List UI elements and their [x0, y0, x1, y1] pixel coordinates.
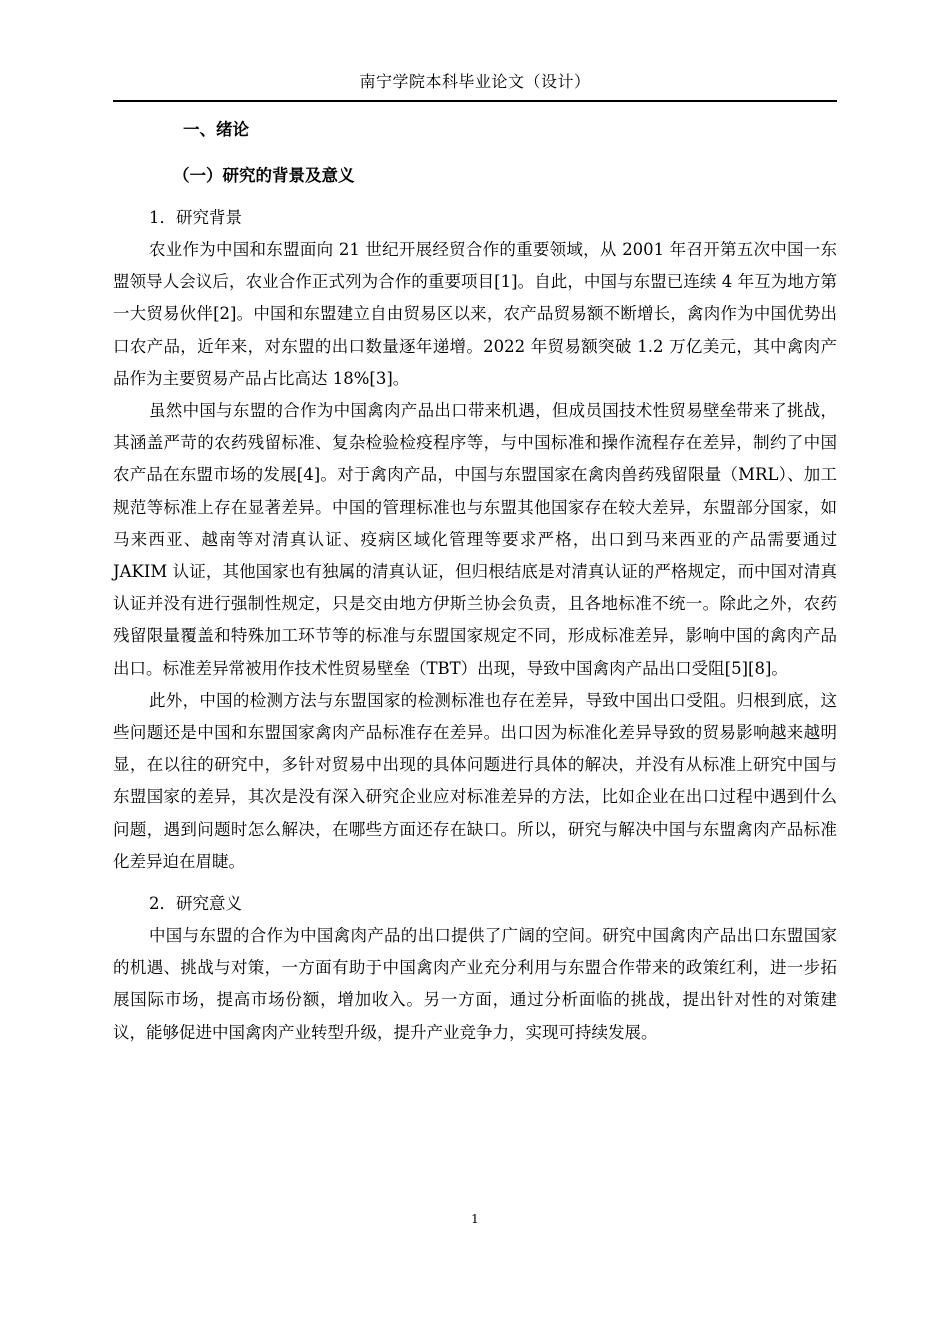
body-paragraph: 中国与东盟的合作为中国禽肉产品的出口提供了广阔的空间。研究中国禽肉产品出口东盟国家的机遇、挑战与对策，一方面有助于中国禽肉产业充分利用与东盟合作带来的政策红利，进一步拓展国际市场，提高市场份额，增加收入。另一方面，通过分析面临的挑战，提出针对性的对策建议，能够促进中国禽肉产业转型升级，提升产业竞争力，实现可持续发展。 — [113, 926, 837, 1042]
document-body — [113, 114, 837, 1049]
page-header: 南宁学院本科毕业论文（设计） — [359, 72, 591, 91]
background-heading: 1．研究背景 — [149, 208, 242, 227]
section-title: 一、绪论 — [183, 120, 249, 139]
subsection-title: （一）研究的背景及意义 — [173, 166, 355, 185]
body-paragraph: 农业作为中国和东盟面向 21 世纪开展经贸合作的重要领域，从 2001 年召开第五次中国一东盟领导人会议后，农业合作正式列为合作的重要项目[1]。自此，中国与东盟已连续 4 年互为地方第一大贸易伙伴[2]。中国和东盟建立自由贸易区以来，农产品贸易额不断增长，禽肉作为中国优势出口农产品，近年来，对东盟的出口数量逐年递增。2022 年贸易额突破 1.2 万亿美元，其中禽肉产品作为主要贸易产品占比高达 18%[3]。 — [113, 240, 837, 388]
page-number: 1 — [471, 1212, 479, 1226]
body-paragraph: 虽然中国与东盟的合作为中国禽肉产品出口带来机遇，但成员国技术性贸易壁垒带来了挑战，其涵盖严苛的农药残留标准、复杂检验检疫程序等，与中国标准和操作流程存在差异，制约了中国农产品在东盟市场的发展[4]。对于禽肉产品，中国与东盟国家在禽肉兽药残留限量（MRL）、加工规范等标准上存在显著差异。中国的管理标准也与东盟其他国家存在较大差异，东盟部分国家，如马来西亚、越南等对清真认证、疫病区域化管理等要求严格，出口到马来西亚的产品需要通过 JAKIM 认证，其他国家也有独属的清真认证，但归根结底是对清真认证的严格规定，而中国对清真认证并没有进行强制性规定，只是交由地方伊斯兰协会负责，且各地标准不统一。除此之外，农药残留限量覆盖和特殊加工环节等的标准与东盟国家规定不同，形成标准差异，影响中国的禽肉产品出口。标准差异常被用作技术性贸易壁垒（TBT）出现，导致中国禽肉产品出口受阻[5][8]。 — [113, 401, 837, 678]
header-divider — [113, 100, 837, 102]
significance-heading: 2．研究意义 — [149, 894, 242, 914]
body-paragraph: 此外，中国的检测方法与东盟国家的检测标准也存在差异，导致中国出口受阻。归根到底，这些问题还是中国和东盟国家禽肉产品标准存在差异。出口因为标准化差异导致的贸易影响越来越明显，在以往的研究中，多针对贸易中出现的具体问题进行具体的解决，并没有从标准上研究中国与东盟国家的差异，其次是没有深入研究企业应对标准差异的方法，比如企业在出口过程中遇到什么问题，遇到问题时怎么解决，在哪些方面还存在缺口。所以，研究与解决中国与东盟禽肉产品标准化差异迫在眉睫。 — [113, 690, 837, 871]
